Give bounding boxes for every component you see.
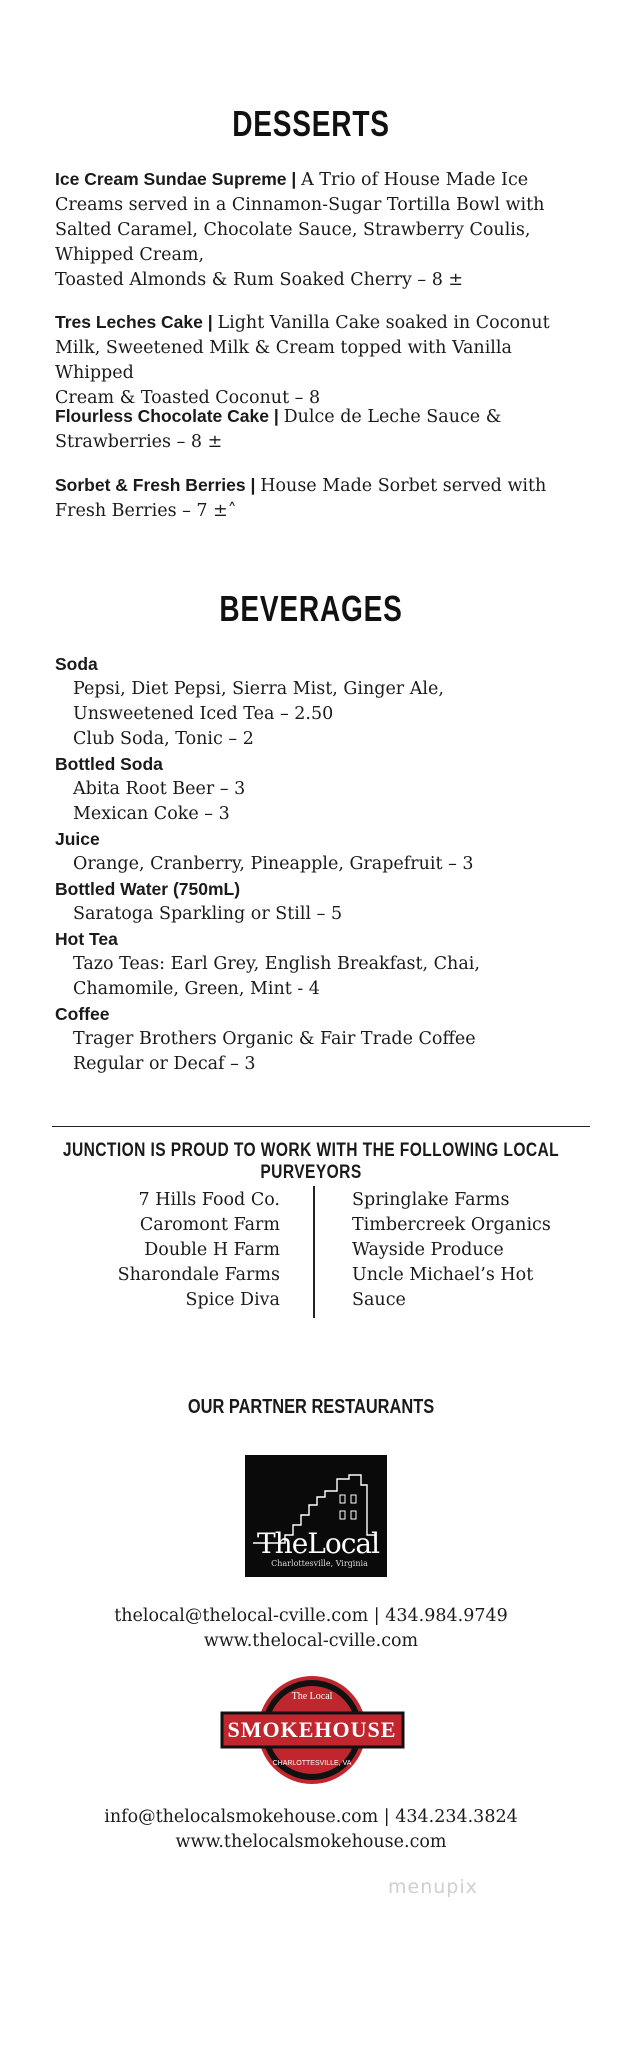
the-local-website-link[interactable]: www.thelocal-cville.com [203, 1631, 419, 1651]
purveyor-name: Spice Diva [185, 1290, 280, 1310]
beverages-title: BEVERAGES [219, 588, 403, 629]
dessert-name: Flourless Chocolate Cake [55, 406, 269, 426]
the-local-logo-text: TheLocal [257, 1527, 380, 1560]
smokehouse-website-link[interactable]: www.thelocalsmokehouse.com [175, 1832, 447, 1852]
smokehouse-logo-name: SMOKEHOUSE [227, 1717, 397, 1742]
purveyor-name: Sauce [352, 1290, 406, 1310]
dessert-name: Tres Leches Cake [55, 312, 203, 332]
menupix-watermark: menupix [388, 1876, 478, 1898]
purveyor-name: Sharondale Farms [117, 1265, 280, 1285]
purveyor-name: Double H Farm [144, 1240, 280, 1260]
beverage-category: Hot Tea [55, 929, 118, 949]
beverage-category: Soda [55, 654, 98, 674]
purveyor-name: Caromont Farm [139, 1215, 280, 1235]
beverage-category: Bottled Water (750mL) [55, 879, 241, 899]
the-local-logo-subtitle: Charlottesville, Virginia [271, 1559, 368, 1568]
dessert-item-sundae: Ice Cream Sundae Supreme | A Trio of House Made Ice Creams served in a Cinnamon-Sugar Tortilla Bowl with Salted Caramel, Chocolate Sauce, Strawberry Coulis, Whipped Cream, Toasted Almonds & Rum Soaked Cherry – 8 ± [55, 169, 545, 290]
beverage-category: Coffee [55, 1004, 110, 1024]
purveyors-title: JUNCTION IS PROUD TO WORK WITH THE FOLLOWING LOCAL PURVEYORS [62, 1140, 560, 1183]
dessert-name: Ice Cream Sundae Supreme [55, 169, 287, 189]
dessert-name: Sorbet & Fresh Berries [55, 475, 246, 495]
purveyor-name: Wayside Produce [352, 1240, 504, 1260]
purveyors-right-list [352, 1188, 592, 1313]
purveyor-name: Springlake Farms [352, 1190, 510, 1210]
purveyor-name: Timbercreek Organics [352, 1215, 551, 1235]
the-local-contact [0, 1604, 622, 1654]
purveyor-name: 7 Hills Food Co. [138, 1190, 280, 1210]
partners-title: OUR PARTNER RESTAURANTS [187, 1396, 435, 1418]
section-divider [52, 1126, 590, 1127]
smokehouse-logo [220, 1673, 405, 1788]
beverages-list: Soda Pepsi, Diet Pepsi, Sierra Mist, Ginger Ale, Unsweetened Iced Tea – 2.50 Club Soda, Tonic – 2 Bottled Soda Abita Root Beer – 3 Mexican Coke – 3 Juice Orange, Cranberry, Pineapple, Grapefruit – 3 Bottled Water (750mL) Saratoga Sparkling or Still – 5 Hot Tea Tazo Teas: Earl Grey, English Breakfast, Chai, Chamomile, Green, Mint - 4 Coffee Trager Brothers Organic & Fair Trade Coffee Regular or Decaf – 3 [55, 652, 575, 1077]
the-local-logo [245, 1455, 387, 1577]
beverage-category: Bottled Soda [55, 754, 163, 774]
beverage-category: Juice [55, 829, 100, 849]
dessert-item-flourless: Flourless Chocolate Cake | Dulce de Leche Sauce & Strawberries – 8 ± [55, 406, 502, 452]
purveyors-divider [313, 1186, 315, 1318]
dessert-item-sorbet: Sorbet & Fresh Berries | House Made Sorbet served with Fresh Berries – 7 ±˄ [55, 475, 547, 521]
purveyors-left-list [60, 1188, 280, 1313]
smokehouse-contact [0, 1805, 622, 1855]
smokehouse-logo-top: The Local [291, 1691, 333, 1702]
dessert-item-tres-leches: Tres Leches Cake | Light Vanilla Cake soaked in Coconut Milk, Sweetened Milk & Cream topped with Vanilla Whipped Cream & Toasted Coconut – 8 [55, 312, 550, 408]
desserts-title: DESSERTS [232, 103, 390, 144]
purveyor-name: Uncle Michael’s Hot [352, 1265, 534, 1285]
smokehouse-email-phone[interactable]: info@thelocalsmokehouse.com | 434.234.3824 [104, 1807, 518, 1827]
smokehouse-logo-bottom: CHARLOTTESVILLE, VA [272, 1760, 352, 1767]
the-local-email-phone[interactable]: thelocal@thelocal-cville.com | 434.984.9749 [114, 1606, 508, 1626]
